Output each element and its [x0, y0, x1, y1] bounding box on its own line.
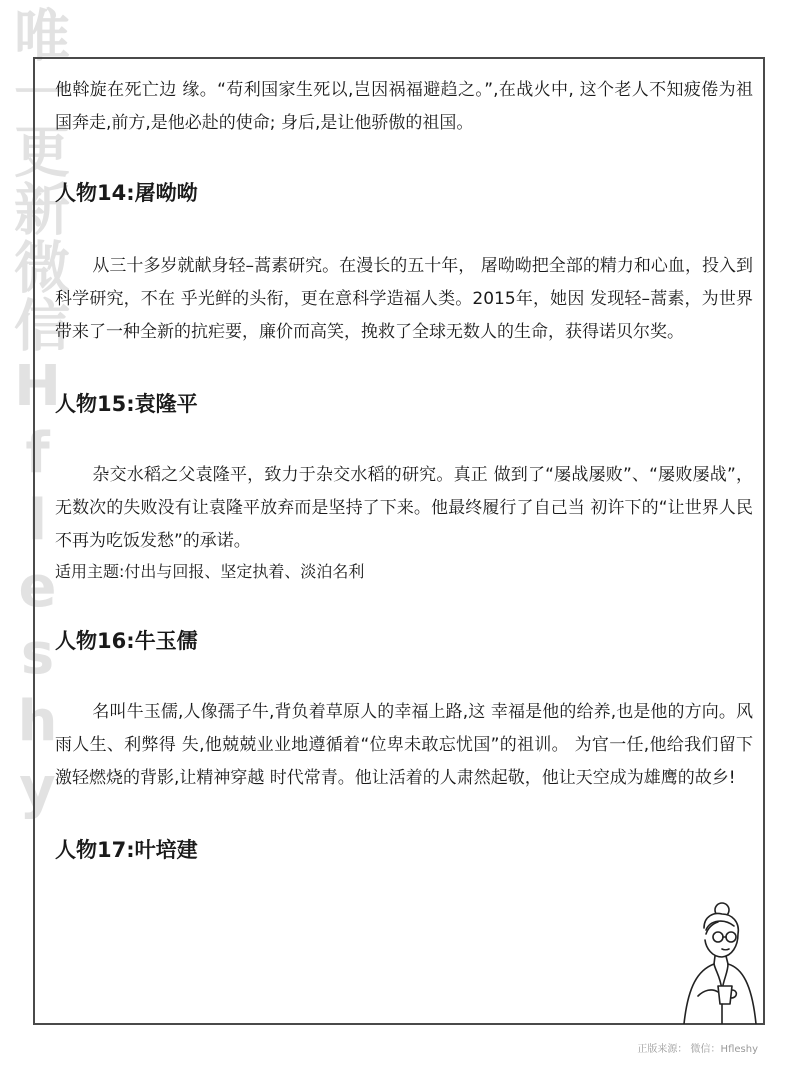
section-heading-17: 人物17:叶培建: [55, 838, 198, 862]
document-body: [55, 74, 753, 865]
section-heading-16: 人物16:牛玉儒: [55, 629, 198, 653]
watermark-text: 唯一更新微信Hfleshy: [5, 6, 70, 823]
section-heading-14: 人物14:屠呦呦: [55, 181, 198, 205]
section-heading-15: 人物15:袁隆平: [55, 392, 198, 416]
woman-with-cup-illustration: [668, 900, 764, 1024]
section-topics-15: 适用主题:付出与回报、坚定执着、淡泊名利: [55, 562, 365, 581]
section-body-14: 从三十多岁就献身轻–蒿素研究。在漫长的五十年， 屠呦呦把全部的精力和心血，投入到科学研究，不在 乎光鲜的头衔，更在意科学造福人类。2015年，她因 发现轻–蒿素，为世界带来了一种全新的抗疟要，廉价而高笑，挽救了全球无数人的生命，获得诺贝尔奖。: [55, 256, 753, 342]
source-footer: 正版来源： 微信：Hfleshy: [637, 1044, 758, 1055]
section-body-15: 杂交水稻之父袁隆平，致力于杂交水稻的研究。真正 做到了“屡战屡败”、“屡败屡战”，无数次的失败没有让袁隆平放弃而是坚持了下来。他最终履行了自己当 初许下的“让世界人民不再为吃饭发愁”的承诺。: [55, 465, 753, 551]
intro-paragraph: 他斡旋在死亡边 缘。“苟利国家生死以,岂因祸福避趋之。”,在战火中, 这个老人不知疲倦为祖国奔走,前方,是他必赴的使命; 身后,是让他骄傲的祖国。: [55, 80, 753, 133]
section-body-16: 名叫牛玉儒,人像孺子牛,背负着草原人的幸福上路,这 幸福是他的给养,也是他的方向。风雨人生、利弊得 失,他兢兢业业地遵循着“位卑未敢忘忧国”的祖训。 为官一任,他给我们留下激轻燃烧的背影,让精神穿越 时代常青。他让活着的人肃然起敬，他让天空成为雄鹰的故乡!: [55, 702, 753, 788]
